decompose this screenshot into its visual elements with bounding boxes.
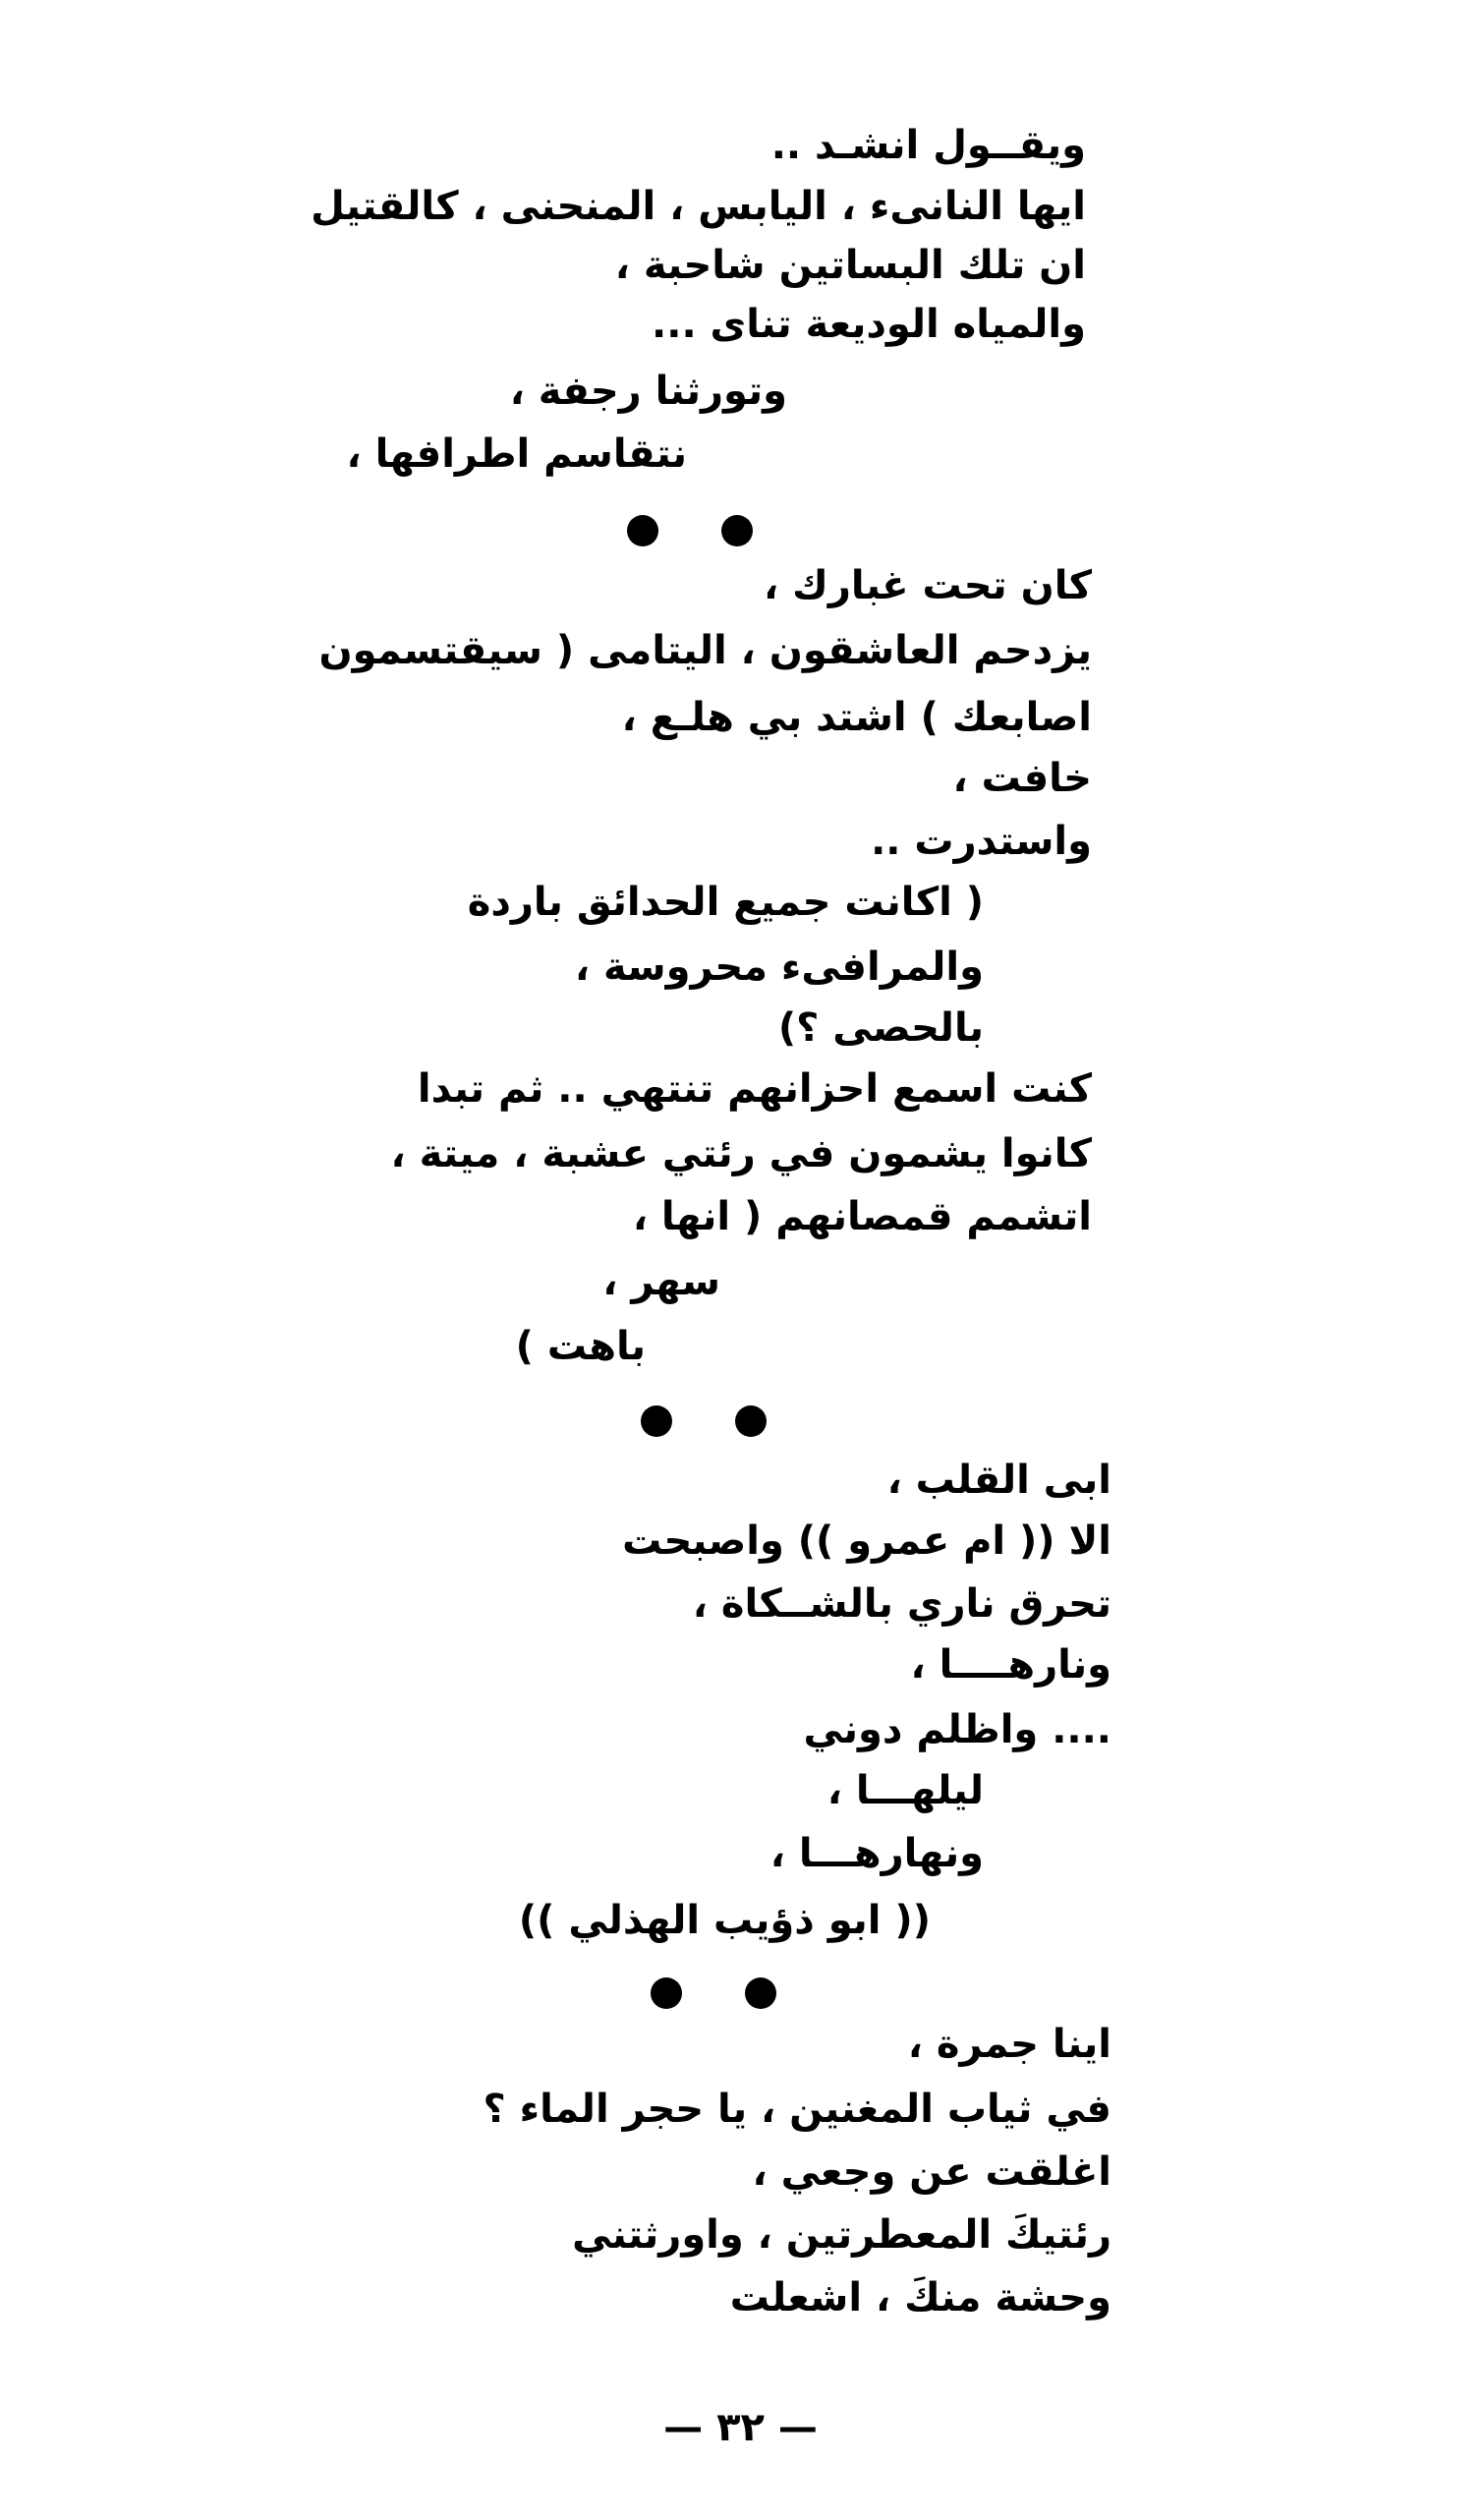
section-separator-dot <box>721 515 753 546</box>
stanza-4-line-2: في ثياب المغنين ، يا حجر الماء ؟ <box>483 2087 1111 2132</box>
stanza-2-line-11: اتشمم قمصانهم ( انها ، <box>632 1194 1092 1239</box>
attribution-line: (( ابو ذؤيب الهذلي )) <box>518 1898 931 1943</box>
stanza-3-line-3: تحرق ناري بالشــكاة ، <box>692 1581 1111 1627</box>
section-separator-dot <box>627 515 658 546</box>
stanza-3-line-7: ونهارهـــا ، <box>769 1831 984 1876</box>
stanza-2-line-5: واستدرت .. <box>871 819 1092 864</box>
section-separator-dot <box>735 1405 767 1437</box>
stanza-3-line-2: الا (( ام عمرو )) واصبحت <box>622 1518 1111 1564</box>
stanza-1-line-2: ايها النانىء ، اليابس ، المنحنى ، كالقتيل <box>311 184 1086 229</box>
stanza-3-line-4: ونارهــــا ، <box>910 1642 1111 1688</box>
stanza-4-line-5: وحشة منكَ ، اشعلت <box>729 2275 1111 2320</box>
stanza-3-line-6: ليلهـــا ، <box>826 1768 984 1813</box>
stanza-4-line-4: رئتيكَ المعطرتين ، واورثتني <box>572 2212 1111 2258</box>
section-separator-dot <box>651 1977 682 2009</box>
section-separator-dot <box>745 1977 776 2009</box>
stanza-2-line-8: بالحصى ؟) <box>777 1005 984 1051</box>
stanza-2-line-4: خافت ، <box>952 756 1092 801</box>
stanza-2-line-10: كانوا يشمون في رئتي عشبة ، ميتة ، <box>390 1131 1092 1176</box>
stanza-1-line-5: وتورثنا رجفة ، <box>509 369 787 414</box>
stanza-3-line-5: .... واظلم دوني <box>803 1707 1111 1752</box>
page-number: — ٣٢ — <box>663 2405 818 2450</box>
stanza-2-line-12: سهر ، <box>602 1259 720 1304</box>
stanza-1-line-1: ويقــول انشـد .. <box>770 123 1086 168</box>
stanza-1-line-4: والمياه الوديعة تناى ... <box>652 302 1086 347</box>
stanza-1-line-3: ان تلك البساتين شاحبة ، <box>614 243 1086 288</box>
stanza-2-line-1: كان تحت غبارك ، <box>764 563 1092 608</box>
section-separator-dot <box>641 1405 672 1437</box>
stanza-2-line-2: يزدحم العاشقون ، اليتامى ( سيقتسمون <box>318 628 1092 673</box>
stanza-2-line-13: باهت ) <box>515 1324 646 1369</box>
stanza-4-line-3: اغلقت عن وجعي ، <box>752 2149 1111 2195</box>
stanza-1-line-6: نتقاسم اطرافها ، <box>346 431 687 477</box>
stanza-3-line-1: ابى القلب ، <box>886 1458 1111 1503</box>
stanza-4-line-1: اينا جمرة ، <box>907 2022 1111 2067</box>
stanza-2-line-9: كنت اسمع احزانهم تنتهي .. ثم تبدا <box>417 1066 1092 1112</box>
stanza-2-line-3: اصابعك ) اشتد بي هلـع ، <box>621 695 1092 740</box>
stanza-2-line-7: والمرافىء محروسة ، <box>574 945 984 990</box>
stanza-2-line-6: ( اكانت جميع الحدائق باردة <box>467 880 984 925</box>
